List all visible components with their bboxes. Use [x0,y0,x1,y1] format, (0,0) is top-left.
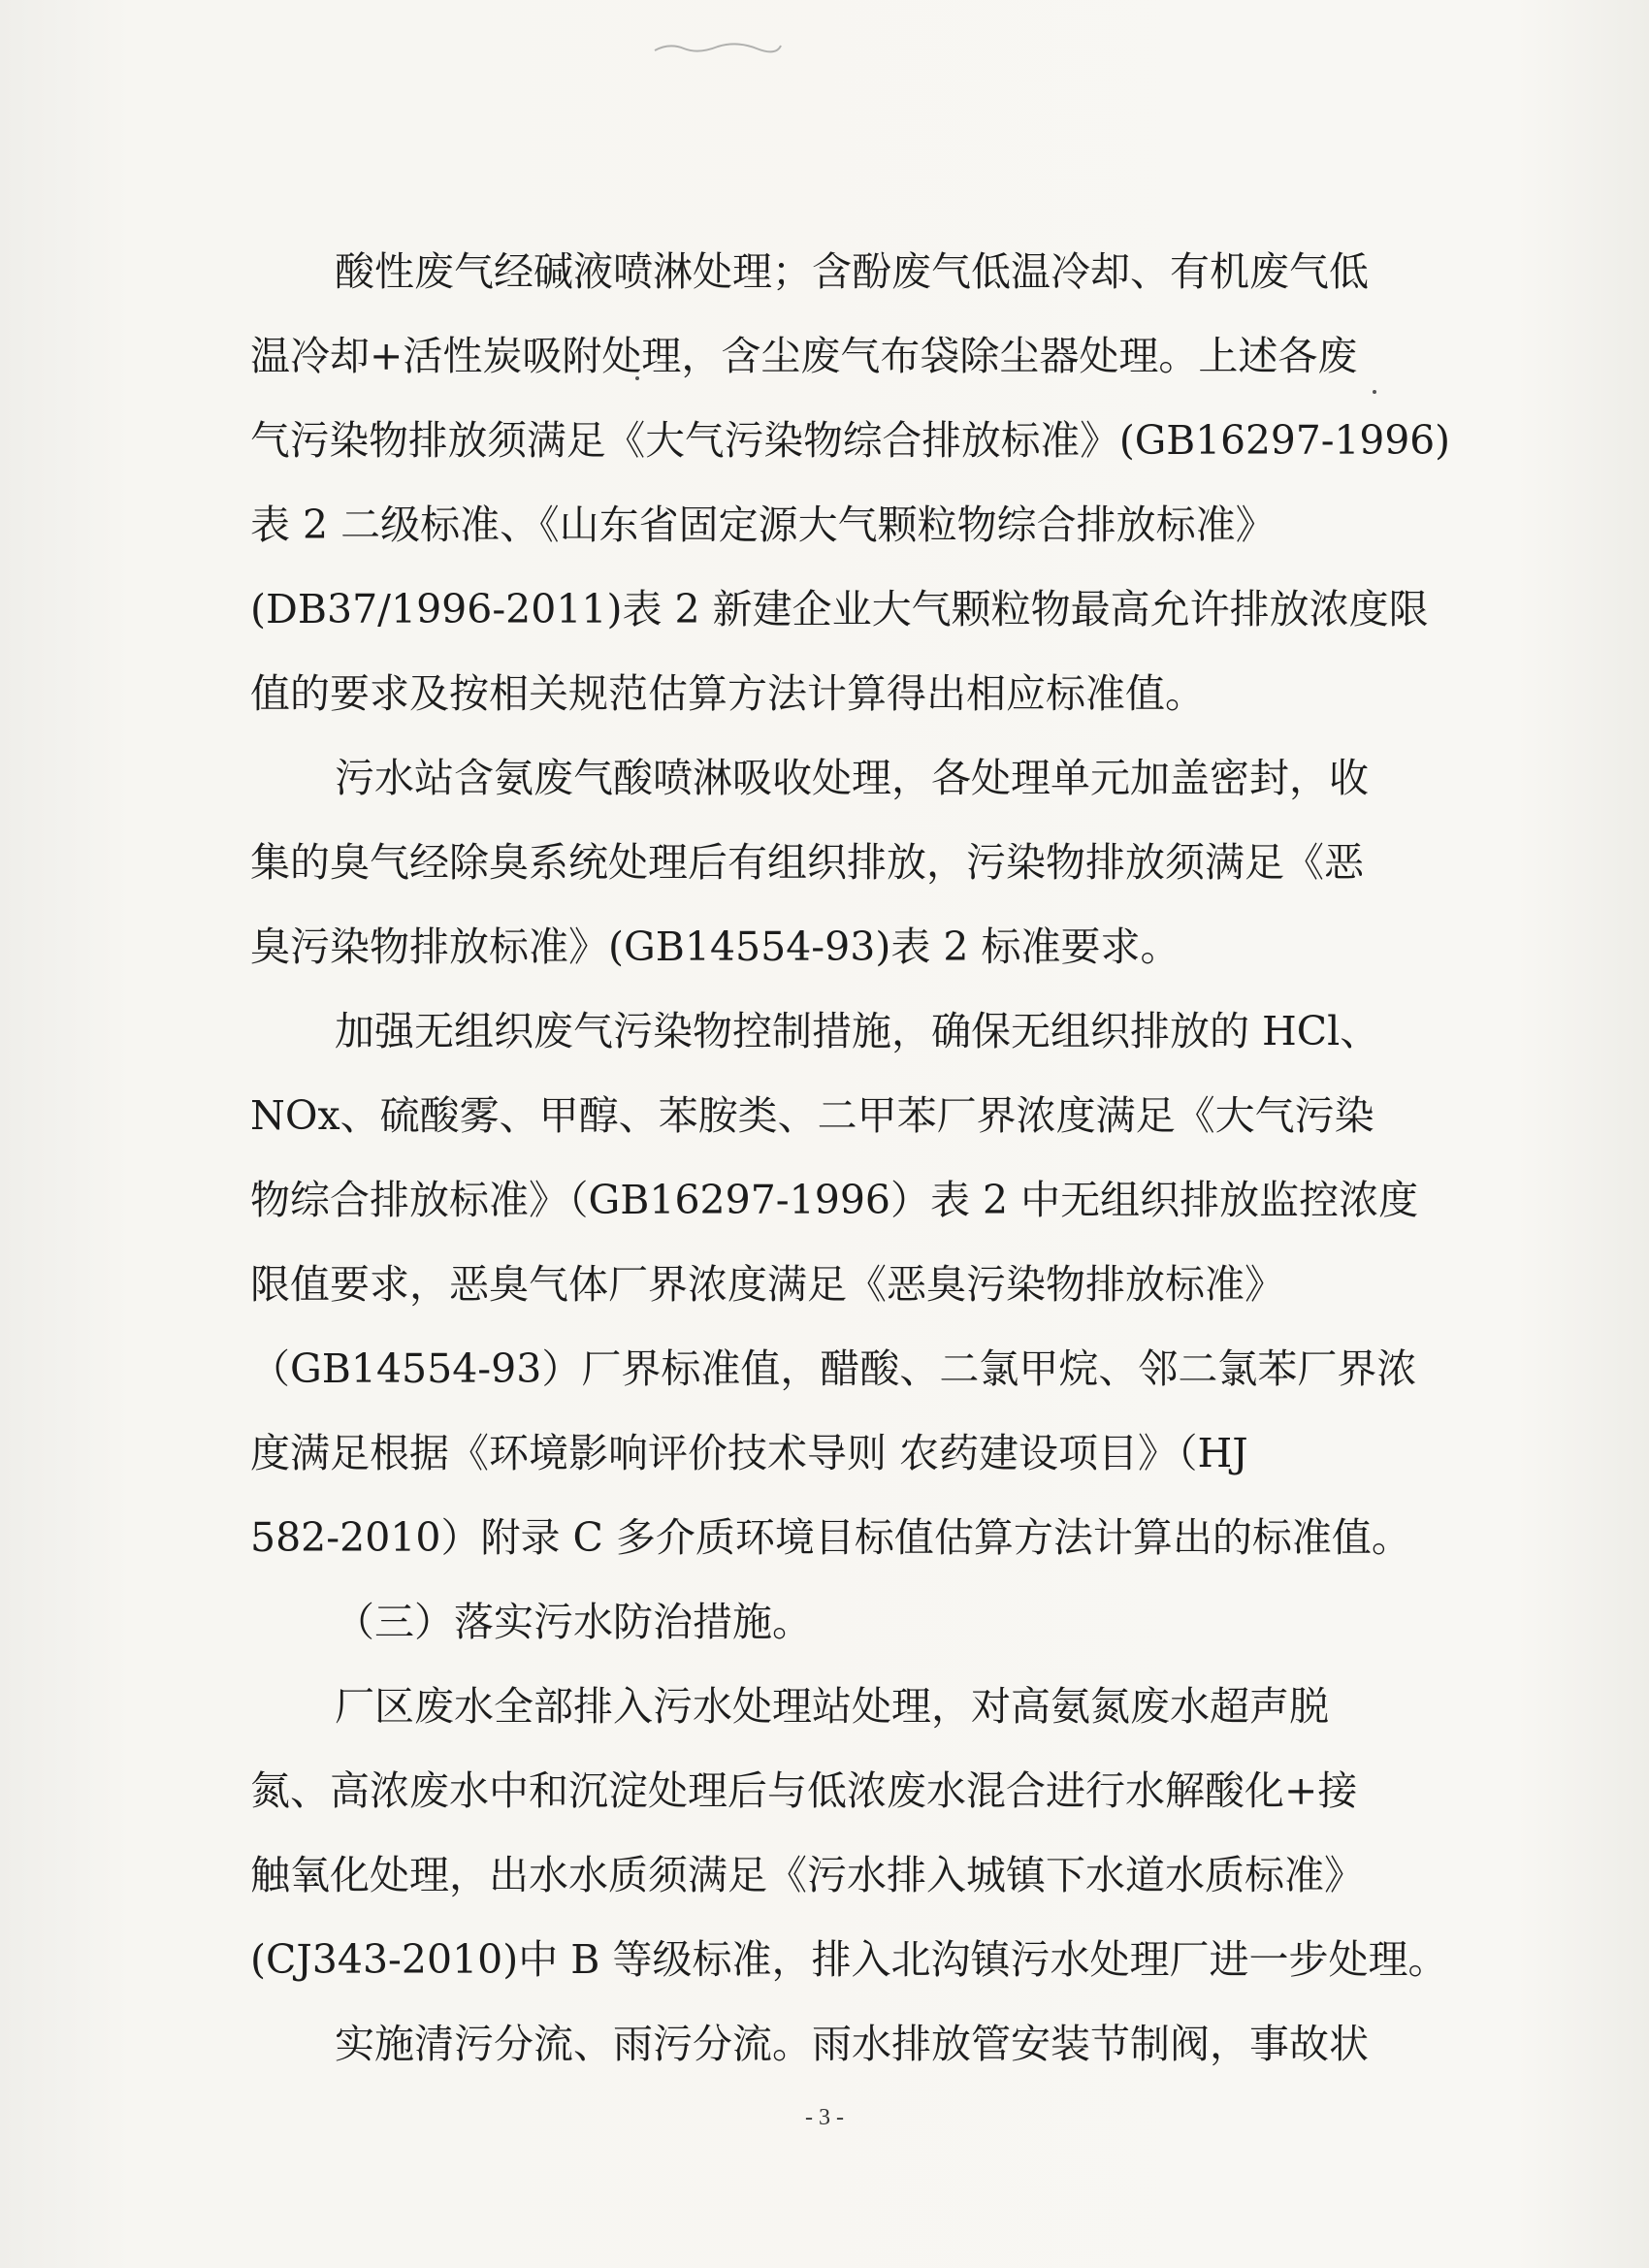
text-line: 表 2 二级标准、《山东省固定源大气颗粒物综合排放标准》 [250,502,1276,548]
text-line: 酸性废气经碱液喷淋处理；含酚废气低温冷却、有机废气低 [335,248,1369,295]
scan-speck [1373,390,1376,394]
text-line: 度满足根据《环境影响评价技术导则 农药建设项目》（HJ [250,1430,1248,1476]
text-line: 氮、高浓废水中和沉淀处理后与低浓废水混合进行水解酸化+接 [250,1767,1358,1814]
text-line: 触氧化处理，出水水质须满足《污水排入城镇下水道水质标准》 [250,1852,1364,1898]
text-line: (CJ343-2010)中 B 等级标准，排入北沟镇污水处理厂进一步处理。 [250,1936,1448,1983]
text-line: 集的臭气经除臭系统处理后有组织排放，污染物排放须满足《恶 [250,839,1364,886]
page-number: - 3 - [805,2105,844,2130]
section-heading: （三）落实污水防治措施。 [335,1599,812,1645]
text-line: 582-2010）附录 C 多介质环境目标值估算方法计算出的标准值。 [250,1514,1411,1561]
text-line: 加强无组织废气污染物控制措施，确保无组织排放的 HCl、 [335,1008,1380,1054]
text-line: 物综合排放标准》（GB16297-1996）表 2 中无组织排放监控浓度 [250,1177,1419,1223]
text-line: 值的要求及按相关规范估算方法计算得出相应标准值。 [250,670,1205,717]
text-line: 气污染物排放须满足《大气污染物综合排放标准》(GB16297-1996) [250,417,1451,464]
text-line: 厂区废水全部排入污水处理站处理，对高氨氮废水超声脱 [335,1683,1329,1730]
text-line: 臭污染物排放标准》(GB14554-93)表 2 标准要求。 [250,923,1180,970]
text-line: 温冷却+活性炭吸附处理，含尘废气布袋除尘器处理。上述各废 [250,333,1358,379]
text-line: (DB37/1996-2011)表 2 新建企业大气颗粒物最高允许排放浓度限 [250,586,1429,632]
text-line: （GB14554-93）厂界标准值，醋酸、二氯甲烷、邻二氯苯厂界浓 [250,1345,1417,1392]
text-line: 限值要求，恶臭气体厂界浓度满足《恶臭污染物排放标准》 [250,1261,1284,1308]
text-line: 污水站含氨废气酸喷淋吸收处理，各处理单元加盖密封，收 [335,755,1369,801]
text-line: 实施清污分流、雨污分流。雨水排放管安装节制阀，事故状 [335,2021,1369,2067]
scan-smudge-icon [650,37,786,60]
text-line: NOx、硫酸雾、甲醇、苯胺类、二甲苯厂界浓度满足《大气污染 [250,1092,1374,1139]
